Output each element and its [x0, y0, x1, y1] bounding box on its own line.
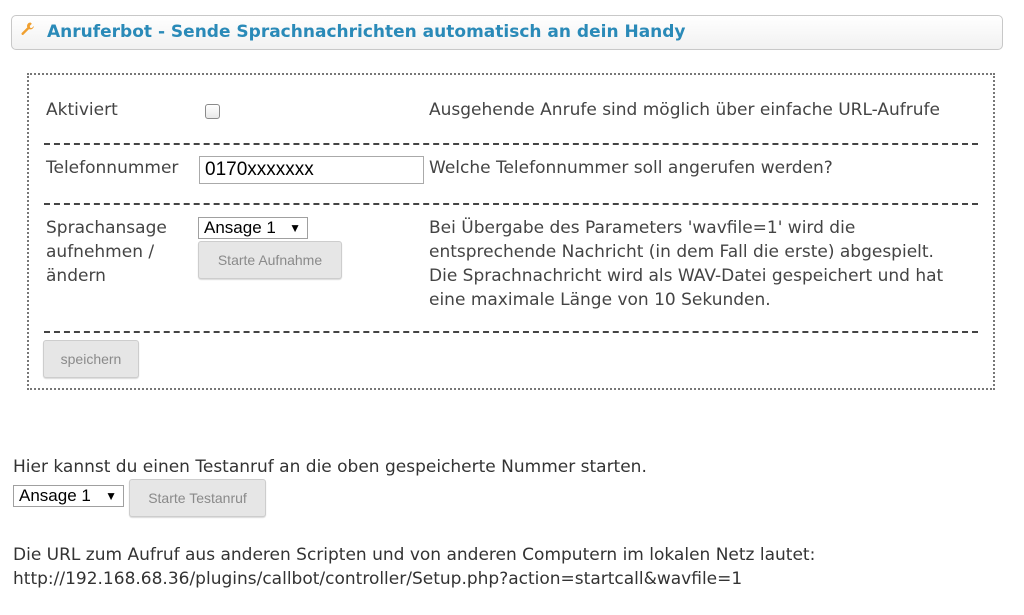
announcement-select[interactable]	[198, 217, 308, 239]
announcement-label-line: aufnehmen /	[46, 242, 155, 262]
description-line: Die Sprachnachricht wird als WAV-Datei gespeichert und hat	[429, 266, 944, 286]
save-button[interactable]: speichern	[43, 340, 139, 378]
start-recording-button[interactable]: Starte Aufnahme	[198, 241, 342, 279]
test-select-value: Ansage 1	[19, 486, 91, 505]
description-line: Bei Übergabe des Parameters 'wavfile=1' wird die	[429, 218, 856, 238]
announcement-label-line: Sprachansage	[46, 218, 167, 238]
divider	[44, 331, 978, 333]
page-title: Anruferbot - Sende Sprachnachrichten automatisch an dein Handy	[47, 22, 686, 42]
test-call-text: Hier kannst du einen Testanruf an die oben gespeicherte Nummer starten.	[13, 457, 647, 477]
activated-description: Ausgehende Anrufe sind möglich über einfache URL-Aufrufe	[429, 100, 941, 120]
divider	[44, 203, 978, 205]
dropdown-arrow-icon: ▼	[105, 489, 117, 503]
callbot-url: http://192.168.68.36/plugins/callbot/controller/Setup.php?action=startcall&wavfile=1	[13, 569, 743, 589]
divider	[44, 143, 978, 145]
start-test-call-button[interactable]: Starte Testanruf	[129, 479, 266, 517]
phone-description: Welche Telefonnummer soll angerufen werden?	[429, 158, 833, 178]
announcement-select-value: Ansage 1	[204, 218, 276, 237]
phone-number-input[interactable]: 0170xxxxxxx	[199, 156, 424, 184]
description-line: entsprechende Nachricht (in dem Fall die erste) abgespielt.	[429, 242, 934, 262]
announcement-description	[429, 216, 984, 312]
plugin-header	[11, 15, 1003, 50]
dropdown-arrow-icon: ▼	[289, 221, 301, 235]
activated-checkbox[interactable]	[205, 104, 220, 119]
announcement-label-line: ändern	[46, 266, 106, 286]
announcement-label	[46, 216, 167, 288]
wrench-icon	[20, 21, 36, 37]
url-info-text: Die URL zum Aufruf aus anderen Scripten und von anderen Computern im lokalen Netz lautet:	[13, 545, 816, 565]
phone-label: Telefonnummer	[46, 158, 179, 178]
test-announcement-select[interactable]	[13, 485, 124, 507]
description-line: eine maximale Länge von 10 Sekunden.	[429, 290, 771, 310]
settings-panel	[27, 73, 995, 390]
activated-label: Aktiviert	[46, 100, 118, 120]
